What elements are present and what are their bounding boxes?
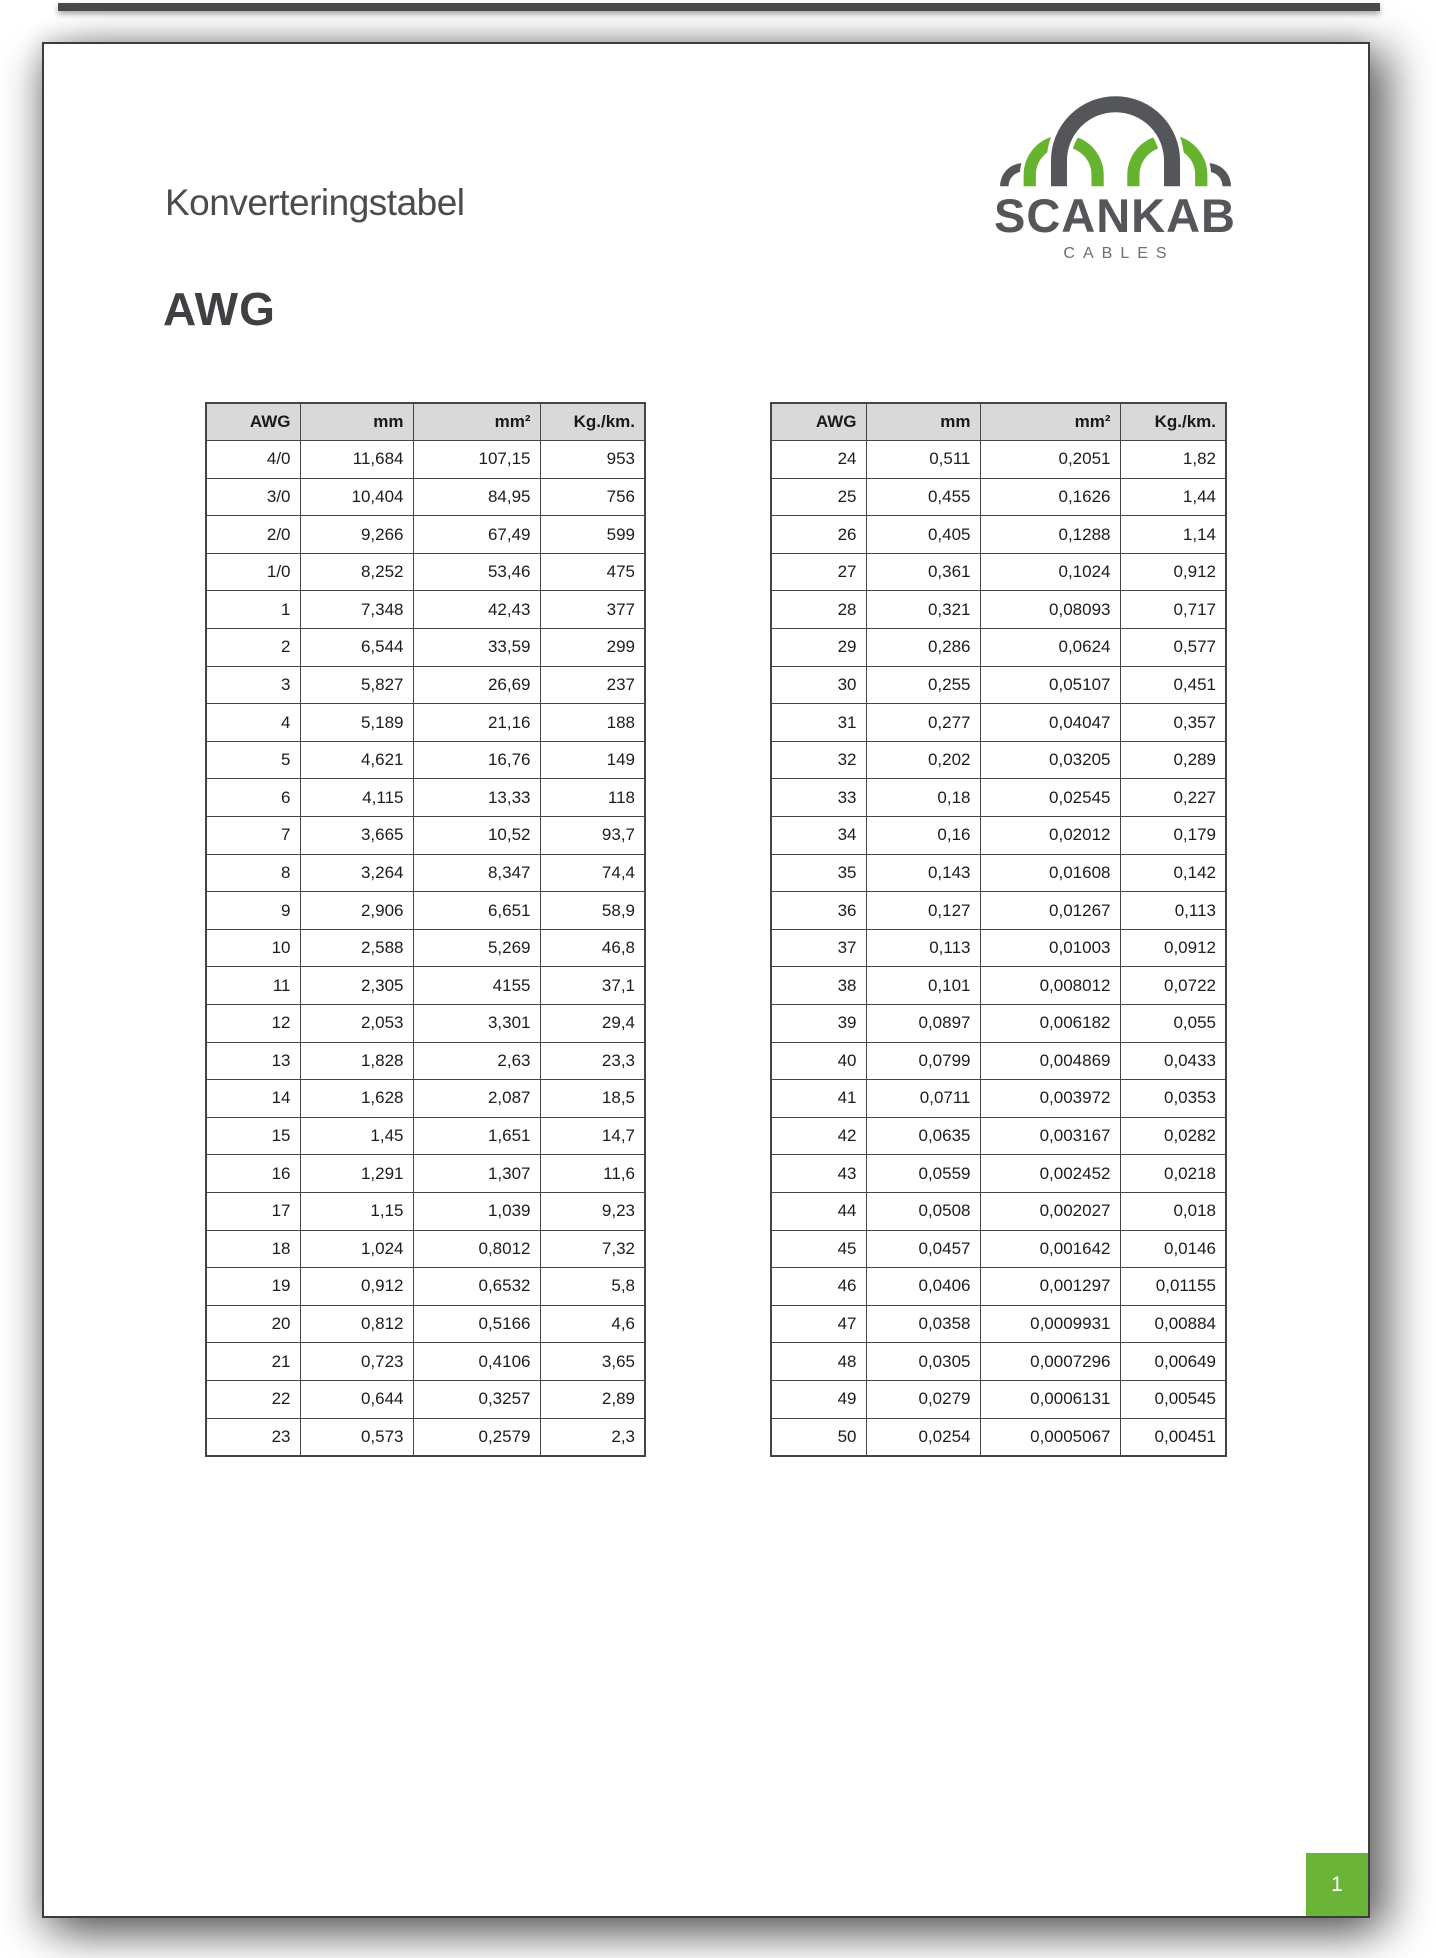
table-cell: 0,01608 bbox=[980, 854, 1120, 892]
table-cell: 53,46 bbox=[413, 553, 540, 591]
table-cell: 31 bbox=[771, 704, 866, 742]
table-row bbox=[771, 1230, 1226, 1268]
table-row bbox=[771, 817, 1226, 855]
table-cell: 6 bbox=[206, 779, 300, 817]
table-cell: 33,59 bbox=[413, 629, 540, 667]
table-row bbox=[771, 1042, 1226, 1080]
table-cell: 0,0624 bbox=[980, 629, 1120, 667]
table-cell: 8,252 bbox=[300, 553, 413, 591]
table-cell: 0,577 bbox=[1120, 629, 1226, 667]
table-row bbox=[206, 591, 645, 629]
table-cell: 0,04047 bbox=[980, 704, 1120, 742]
table-cell: 42,43 bbox=[413, 591, 540, 629]
table-cell: 0,002452 bbox=[980, 1155, 1120, 1193]
table-cell: 21 bbox=[206, 1343, 300, 1381]
table-cell: 0,003972 bbox=[980, 1080, 1120, 1118]
table-row bbox=[206, 1117, 645, 1155]
table-cell: 2,89 bbox=[540, 1380, 645, 1418]
table-cell: 0,08093 bbox=[980, 591, 1120, 629]
table-row bbox=[206, 817, 645, 855]
table-cell: 0,18 bbox=[866, 779, 980, 817]
table-cell: 67,49 bbox=[413, 516, 540, 554]
table-cell: 0,142 bbox=[1120, 854, 1226, 892]
table-cell: 118 bbox=[540, 779, 645, 817]
table-row bbox=[771, 516, 1226, 554]
awg-table-right bbox=[770, 402, 1227, 1457]
logo-wordmark: SCANKAB bbox=[994, 189, 1236, 242]
table-cell: 0,01003 bbox=[980, 929, 1120, 967]
table-cell: 0,2051 bbox=[980, 441, 1120, 479]
column-header: AWG bbox=[771, 403, 866, 441]
table-cell: 0,006182 bbox=[980, 1005, 1120, 1043]
table-cell: 11 bbox=[206, 967, 300, 1005]
table-cell: 599 bbox=[540, 516, 645, 554]
table-cell: 0,00545 bbox=[1120, 1380, 1226, 1418]
table-cell: 15 bbox=[206, 1117, 300, 1155]
table-cell: 299 bbox=[540, 629, 645, 667]
table-cell: 0,003167 bbox=[980, 1117, 1120, 1155]
table-row bbox=[206, 741, 645, 779]
table-row bbox=[206, 1080, 645, 1118]
table-cell: 2,588 bbox=[300, 929, 413, 967]
table-cell: 0,357 bbox=[1120, 704, 1226, 742]
table-cell: 26 bbox=[771, 516, 866, 554]
table-cell: 1,651 bbox=[413, 1117, 540, 1155]
table-row bbox=[206, 516, 645, 554]
table-row bbox=[206, 478, 645, 516]
table-cell: 30 bbox=[771, 666, 866, 704]
page-sheet bbox=[42, 42, 1370, 1918]
table-row bbox=[206, 1305, 645, 1343]
table-cell: 0,0711 bbox=[866, 1080, 980, 1118]
table-cell: 7,32 bbox=[540, 1230, 645, 1268]
table-cell: 0,05107 bbox=[980, 666, 1120, 704]
table-row bbox=[206, 553, 645, 591]
table-cell: 7 bbox=[206, 817, 300, 855]
table-cell: 475 bbox=[540, 553, 645, 591]
table-cell: 42 bbox=[771, 1117, 866, 1155]
table-row bbox=[206, 1192, 645, 1230]
table-cell: 32 bbox=[771, 741, 866, 779]
table-cell: 0,101 bbox=[866, 967, 980, 1005]
table-cell: 2,053 bbox=[300, 1005, 413, 1043]
table-cell: 1/0 bbox=[206, 553, 300, 591]
table-cell: 0,01155 bbox=[1120, 1268, 1226, 1306]
table-cell: 4 bbox=[206, 704, 300, 742]
table-cell: 953 bbox=[540, 441, 645, 479]
table-cell: 3,301 bbox=[413, 1005, 540, 1043]
table-cell: 46,8 bbox=[540, 929, 645, 967]
table-row bbox=[206, 1418, 645, 1456]
table-row bbox=[771, 1155, 1226, 1193]
table-cell: 2,63 bbox=[413, 1042, 540, 1080]
table-cell: 18 bbox=[206, 1230, 300, 1268]
table-cell: 0,0005067 bbox=[980, 1418, 1120, 1456]
table-cell: 10,52 bbox=[413, 817, 540, 855]
table-cell: 36 bbox=[771, 892, 866, 930]
table-cell: 0,451 bbox=[1120, 666, 1226, 704]
table-cell: 23 bbox=[206, 1418, 300, 1456]
table-cell: 0,573 bbox=[300, 1418, 413, 1456]
table-cell: 25 bbox=[771, 478, 866, 516]
table-cell: 0,0457 bbox=[866, 1230, 980, 1268]
table-cell: 5,269 bbox=[413, 929, 540, 967]
table-cell: 6,544 bbox=[300, 629, 413, 667]
table-cell: 5,189 bbox=[300, 704, 413, 742]
table-cell: 5,827 bbox=[300, 666, 413, 704]
table-cell: 0,02545 bbox=[980, 779, 1120, 817]
table-cell: 0,289 bbox=[1120, 741, 1226, 779]
table-cell: 0,0358 bbox=[866, 1305, 980, 1343]
table-row bbox=[771, 1005, 1226, 1043]
table-cell: 0,02012 bbox=[980, 817, 1120, 855]
section-heading-awg: AWG bbox=[163, 283, 276, 335]
table-row bbox=[771, 741, 1226, 779]
table-cell: 1,82 bbox=[1120, 441, 1226, 479]
table-cell: 0,321 bbox=[866, 591, 980, 629]
table-cell: 17 bbox=[206, 1192, 300, 1230]
table-cell: 43 bbox=[771, 1155, 866, 1193]
table-cell: 0,00884 bbox=[1120, 1305, 1226, 1343]
table-cell: 2/0 bbox=[206, 516, 300, 554]
table-cell: 74,4 bbox=[540, 854, 645, 892]
table-row bbox=[206, 1005, 645, 1043]
table-cell: 9,23 bbox=[540, 1192, 645, 1230]
table-cell: 24 bbox=[771, 441, 866, 479]
table-cell: 1,628 bbox=[300, 1080, 413, 1118]
table-row bbox=[771, 1418, 1226, 1456]
table-cell: 5 bbox=[206, 741, 300, 779]
table-cell: 0,2579 bbox=[413, 1418, 540, 1456]
table-cell: 0,405 bbox=[866, 516, 980, 554]
table-row bbox=[771, 666, 1226, 704]
table-cell: 16 bbox=[206, 1155, 300, 1193]
table-row bbox=[206, 967, 645, 1005]
logo-arches-icon bbox=[993, 92, 1238, 190]
table-row bbox=[206, 892, 645, 930]
table-cell: 0,0006131 bbox=[980, 1380, 1120, 1418]
table-row bbox=[771, 967, 1226, 1005]
table-cell: 1 bbox=[206, 591, 300, 629]
table-cell: 0,723 bbox=[300, 1343, 413, 1381]
table-cell: 0,0635 bbox=[866, 1117, 980, 1155]
column-header: mm² bbox=[980, 403, 1120, 441]
table-cell: 3,665 bbox=[300, 817, 413, 855]
table-row bbox=[206, 779, 645, 817]
table-cell: 0,255 bbox=[866, 666, 980, 704]
table-cell: 10,404 bbox=[300, 478, 413, 516]
table-row bbox=[771, 704, 1226, 742]
table-cell: 37 bbox=[771, 929, 866, 967]
table-cell: 9,266 bbox=[300, 516, 413, 554]
table-header-row bbox=[206, 403, 645, 441]
table-cell: 0,01267 bbox=[980, 892, 1120, 930]
table-row bbox=[206, 629, 645, 667]
table-cell: 2,3 bbox=[540, 1418, 645, 1456]
table-row bbox=[771, 441, 1226, 479]
table-cell: 0,0912 bbox=[1120, 929, 1226, 967]
table-cell: 29 bbox=[771, 629, 866, 667]
table-cell: 84,95 bbox=[413, 478, 540, 516]
table-cell: 5,8 bbox=[540, 1268, 645, 1306]
table-cell: 2,305 bbox=[300, 967, 413, 1005]
table-cell: 26,69 bbox=[413, 666, 540, 704]
table-cell: 0,0218 bbox=[1120, 1155, 1226, 1193]
table-cell: 16,76 bbox=[413, 741, 540, 779]
logo-subtitle: CABLES bbox=[1063, 245, 1175, 262]
table-row bbox=[206, 854, 645, 892]
column-header: AWG bbox=[206, 403, 300, 441]
table-cell: 377 bbox=[540, 591, 645, 629]
table-row bbox=[206, 441, 645, 479]
table-cell: 38 bbox=[771, 967, 866, 1005]
table-cell: 0,001642 bbox=[980, 1230, 1120, 1268]
table-cell: 0,002027 bbox=[980, 1192, 1120, 1230]
table-cell: 1,15 bbox=[300, 1192, 413, 1230]
table-row bbox=[771, 478, 1226, 516]
table-cell: 0,127 bbox=[866, 892, 980, 930]
table-cell: 0,0146 bbox=[1120, 1230, 1226, 1268]
table-cell: 46 bbox=[771, 1268, 866, 1306]
table-cell: 0,179 bbox=[1120, 817, 1226, 855]
table-cell: 107,15 bbox=[413, 441, 540, 479]
table-cell: 0,143 bbox=[866, 854, 980, 892]
table-cell: 13 bbox=[206, 1042, 300, 1080]
table-header-row bbox=[771, 403, 1226, 441]
table-cell: 4,115 bbox=[300, 779, 413, 817]
table-cell: 0,0799 bbox=[866, 1042, 980, 1080]
table-cell: 0,277 bbox=[866, 704, 980, 742]
table-cell: 3/0 bbox=[206, 478, 300, 516]
table-cell: 8,347 bbox=[413, 854, 540, 892]
table-cell: 35 bbox=[771, 854, 866, 892]
table-row bbox=[771, 892, 1226, 930]
table-cell: 4/0 bbox=[206, 441, 300, 479]
table-cell: 1,45 bbox=[300, 1117, 413, 1155]
table-cell: 0,286 bbox=[866, 629, 980, 667]
column-header: mm bbox=[866, 403, 980, 441]
previous-page-edge bbox=[58, 3, 1380, 11]
table-cell: 3 bbox=[206, 666, 300, 704]
table-cell: 10 bbox=[206, 929, 300, 967]
table-row bbox=[771, 1343, 1226, 1381]
table-cell: 0,00649 bbox=[1120, 1343, 1226, 1381]
column-header: mm bbox=[300, 403, 413, 441]
table-cell: 37,1 bbox=[540, 967, 645, 1005]
table-row bbox=[206, 704, 645, 742]
table-cell: 47 bbox=[771, 1305, 866, 1343]
table-cell: 4,6 bbox=[540, 1305, 645, 1343]
table-cell: 0,0897 bbox=[866, 1005, 980, 1043]
table-cell: 0,0282 bbox=[1120, 1117, 1226, 1155]
table-cell: 22 bbox=[206, 1380, 300, 1418]
table-cell: 0,0722 bbox=[1120, 967, 1226, 1005]
table-cell: 48 bbox=[771, 1343, 866, 1381]
table-cell: 18,5 bbox=[540, 1080, 645, 1118]
table-cell: 4,621 bbox=[300, 741, 413, 779]
table-cell: 1,14 bbox=[1120, 516, 1226, 554]
table-cell: 0,644 bbox=[300, 1380, 413, 1418]
table-cell: 0,227 bbox=[1120, 779, 1226, 817]
table-cell: 20 bbox=[206, 1305, 300, 1343]
table-cell: 8 bbox=[206, 854, 300, 892]
table-cell: 19 bbox=[206, 1268, 300, 1306]
table-cell: 14 bbox=[206, 1080, 300, 1118]
table-cell: 0,8012 bbox=[413, 1230, 540, 1268]
table-cell: 0,1626 bbox=[980, 478, 1120, 516]
table-cell: 0,008012 bbox=[980, 967, 1120, 1005]
table-cell: 0,0353 bbox=[1120, 1080, 1226, 1118]
table-cell: 40 bbox=[771, 1042, 866, 1080]
table-cell: 0,202 bbox=[866, 741, 980, 779]
table-row bbox=[771, 1117, 1226, 1155]
table-cell: 11,6 bbox=[540, 1155, 645, 1193]
table-cell: 39 bbox=[771, 1005, 866, 1043]
table-cell: 0,717 bbox=[1120, 591, 1226, 629]
table-cell: 0,0007296 bbox=[980, 1343, 1120, 1381]
table-cell: 11,684 bbox=[300, 441, 413, 479]
table-cell: 0,0508 bbox=[866, 1192, 980, 1230]
awg-table-left bbox=[205, 402, 646, 1457]
table-cell: 0,1024 bbox=[980, 553, 1120, 591]
table-cell: 21,16 bbox=[413, 704, 540, 742]
table-cell: 0,0433 bbox=[1120, 1042, 1226, 1080]
table-row bbox=[771, 1268, 1226, 1306]
table-cell: 0,3257 bbox=[413, 1380, 540, 1418]
table-cell: 0,4106 bbox=[413, 1343, 540, 1381]
table-cell: 27 bbox=[771, 553, 866, 591]
table-cell: 0,6532 bbox=[413, 1268, 540, 1306]
table-cell: 0,361 bbox=[866, 553, 980, 591]
table-cell: 4155 bbox=[413, 967, 540, 1005]
table-cell: 3,264 bbox=[300, 854, 413, 892]
table-cell: 0,5166 bbox=[413, 1305, 540, 1343]
table-cell: 0,0254 bbox=[866, 1418, 980, 1456]
table-cell: 1,024 bbox=[300, 1230, 413, 1268]
table-row bbox=[206, 1155, 645, 1193]
table-cell: 0,812 bbox=[300, 1305, 413, 1343]
table-cell: 0,0406 bbox=[866, 1268, 980, 1306]
table-row bbox=[771, 929, 1226, 967]
table-cell: 0,113 bbox=[1120, 892, 1226, 930]
table-cell: 0,0559 bbox=[866, 1155, 980, 1193]
table-cell: 41 bbox=[771, 1080, 866, 1118]
table-cell: 0,00451 bbox=[1120, 1418, 1226, 1456]
table-cell: 28 bbox=[771, 591, 866, 629]
table-cell: 12 bbox=[206, 1005, 300, 1043]
table-cell: 1,828 bbox=[300, 1042, 413, 1080]
table-cell: 14,7 bbox=[540, 1117, 645, 1155]
scankab-logo bbox=[950, 92, 1280, 263]
table-row bbox=[206, 1042, 645, 1080]
table-row bbox=[771, 553, 1226, 591]
table-row bbox=[206, 1343, 645, 1381]
page-title: Konverteringstabel bbox=[165, 182, 465, 223]
table-cell: 44 bbox=[771, 1192, 866, 1230]
table-row bbox=[771, 629, 1226, 667]
table-cell: 0,511 bbox=[866, 441, 980, 479]
table-cell: 2,906 bbox=[300, 892, 413, 930]
table-cell: 0,03205 bbox=[980, 741, 1120, 779]
table-cell: 33 bbox=[771, 779, 866, 817]
table-cell: 2 bbox=[206, 629, 300, 667]
table-cell: 7,348 bbox=[300, 591, 413, 629]
table-cell: 45 bbox=[771, 1230, 866, 1268]
table-cell: 0,055 bbox=[1120, 1005, 1226, 1043]
table-cell: 93,7 bbox=[540, 817, 645, 855]
table-cell: 0,1288 bbox=[980, 516, 1120, 554]
table-cell: 0,0305 bbox=[866, 1343, 980, 1381]
table-row bbox=[206, 1268, 645, 1306]
table-cell: 23,3 bbox=[540, 1042, 645, 1080]
table-cell: 58,9 bbox=[540, 892, 645, 930]
table-cell: 29,4 bbox=[540, 1005, 645, 1043]
table-cell: 0,113 bbox=[866, 929, 980, 967]
table-row bbox=[771, 1305, 1226, 1343]
table-cell: 50 bbox=[771, 1418, 866, 1456]
table-cell: 756 bbox=[540, 478, 645, 516]
table-cell: 149 bbox=[540, 741, 645, 779]
column-header: mm² bbox=[413, 403, 540, 441]
table-cell: 237 bbox=[540, 666, 645, 704]
table-cell: 34 bbox=[771, 817, 866, 855]
table-cell: 1,307 bbox=[413, 1155, 540, 1193]
page-number-badge: 1 bbox=[1306, 1853, 1368, 1916]
table-cell: 0,455 bbox=[866, 478, 980, 516]
table-cell: 0,912 bbox=[300, 1268, 413, 1306]
table-cell: 3,65 bbox=[540, 1343, 645, 1381]
table-cell: 0,004869 bbox=[980, 1042, 1120, 1080]
table-cell: 1,44 bbox=[1120, 478, 1226, 516]
table-row bbox=[771, 854, 1226, 892]
table-cell: 0,0009931 bbox=[980, 1305, 1120, 1343]
table-row bbox=[771, 1192, 1226, 1230]
table-cell: 0,018 bbox=[1120, 1192, 1226, 1230]
table-row bbox=[206, 929, 645, 967]
table-row bbox=[206, 666, 645, 704]
column-header: Kg./km. bbox=[540, 403, 645, 441]
table-cell: 2,087 bbox=[413, 1080, 540, 1118]
table-row bbox=[206, 1230, 645, 1268]
table-row bbox=[771, 779, 1226, 817]
table-row bbox=[771, 1380, 1226, 1418]
table-cell: 13,33 bbox=[413, 779, 540, 817]
column-header: Kg./km. bbox=[1120, 403, 1226, 441]
table-cell: 188 bbox=[540, 704, 645, 742]
table-row bbox=[771, 1080, 1226, 1118]
table-cell: 6,651 bbox=[413, 892, 540, 930]
table-row bbox=[771, 591, 1226, 629]
table-cell: 0,0279 bbox=[866, 1380, 980, 1418]
table-cell: 1,039 bbox=[413, 1192, 540, 1230]
table-cell: 49 bbox=[771, 1380, 866, 1418]
table-cell: 0,912 bbox=[1120, 553, 1226, 591]
table-row bbox=[206, 1380, 645, 1418]
table-cell: 1,291 bbox=[300, 1155, 413, 1193]
table-cell: 0,16 bbox=[866, 817, 980, 855]
table-cell: 9 bbox=[206, 892, 300, 930]
table-cell: 0,001297 bbox=[980, 1268, 1120, 1306]
